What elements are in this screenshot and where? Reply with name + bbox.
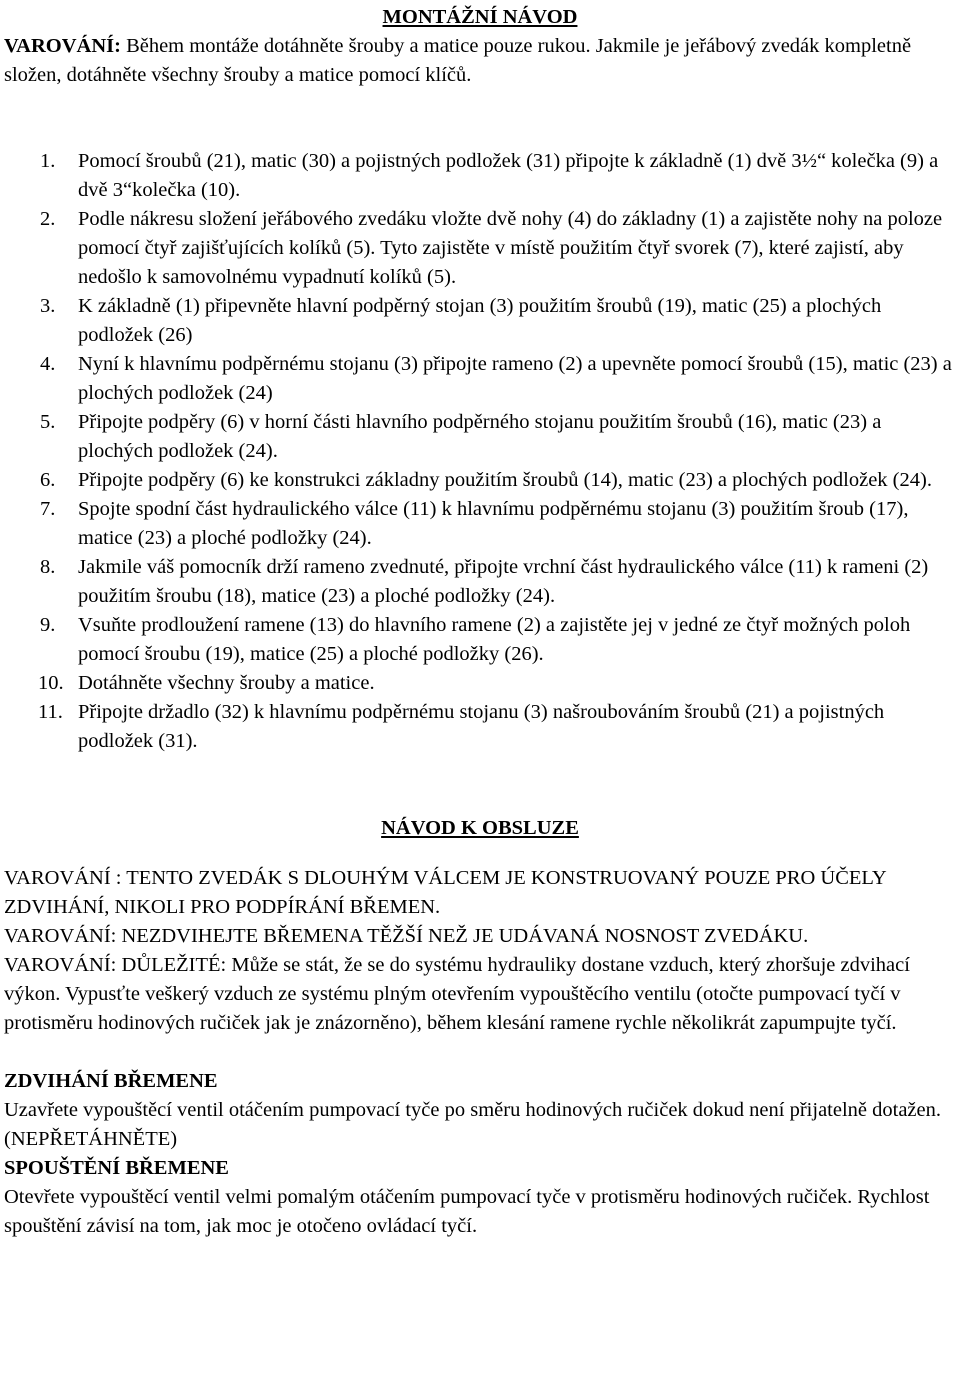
spacer [4, 1038, 956, 1067]
step-text: Podle nákresu složení jeřábového zvedáku vložte dvě nohy (4) do základny (1) a zajistěte nohy na poloze pomocí čtyř zajišťujících kolíků (5). Tyto zajistěte v místě použitím čtyř svorek (7), které zajistí, aby nedošlo k samovolnému vypadnutí kolíků (5). [78, 208, 943, 288]
step-number: 6. [40, 469, 56, 491]
step-number: 3. [40, 295, 56, 317]
intro-warning-label: VAROVÁNÍ: [4, 35, 121, 57]
step-item [4, 553, 956, 611]
page-title: MONTÁŽNÍ NÁVOD [382, 6, 578, 28]
step-text: Pomocí šroubů (21), matic (30) a pojistných podložek (31) připojte k základně (1) dvě 3½“ kolečka (9) a dvě 3“kolečka (10). [78, 150, 939, 201]
lowering-text: Otevřete vypouštěcí ventil velmi pomalým otáčením pumpovací tyče v protisměru hodinových ručiček. Rychlost spouštění závisí na tom, jak moc je otočeno ovládací tyčí. [4, 1186, 930, 1237]
step-item [4, 408, 956, 466]
step-text: Nyní k hlavnímu podpěrnému stojanu (3) připojte rameno (2) a upevněte pomocí šroubů (15), matic (23) a plochých podložek (24) [78, 353, 952, 404]
step-item [4, 205, 956, 292]
intro-warning [4, 32, 956, 90]
step-text: Dotáhněte všechny šrouby a matice. [78, 672, 375, 694]
step-number: 4. [40, 353, 56, 375]
step-item [4, 669, 956, 698]
warning-paragraph: VAROVÁNÍ: NEZDVIHEJTE BŘEMENA TĚŽŠÍ NEŽ JE UDÁVANÁ NOSNOST ZVEDÁKU. [4, 925, 809, 947]
step-number: 2. [40, 208, 56, 230]
step-text: Jakmile váš pomocník drží rameno zvednuté, připojte vrchní část hydraulického válce (11) k rameni (2) použitím šroubu (18), matice (23) a ploché podložky (24). [78, 556, 929, 607]
step-text: Připojte podpěry (6) v horní části hlavního podpěrného stojanu použitím šroubů (16), matic (23) a plochých podložek (24). [78, 411, 882, 462]
warnings-block [4, 864, 956, 1038]
step-number: 7. [40, 498, 56, 520]
step-item [4, 495, 956, 553]
step-item [4, 698, 956, 756]
step-item [4, 292, 956, 350]
step-text: Připojte podpěry (6) ke konstrukci základny použitím šroubů (14), matic (23) a plochých podložek (24). [78, 469, 932, 491]
lowering-heading: SPOUŠTĚNÍ BŘEMENE [4, 1157, 229, 1179]
step-item [4, 611, 956, 669]
warning-paragraph: VAROVÁNÍ: DŮLEŽITÉ: Může se stát, že se do systému hydrauliky dostane vzduch, který zhoršuje zdvihací výkon. Vypusťte veškerý vzduch ze systému plným otevřením vypouštěcího ventilu (otočte pumpovací tyčí v protisměru hodinových ručiček jak je znázorněno), během klesání ramene rychle několikrát zapumpujte tyčí. [4, 954, 910, 1034]
step-number: 1. [40, 150, 56, 172]
lifting-heading: ZDVIHÁNÍ BŘEMENE [4, 1070, 218, 1092]
intro-warning-text: Během montáže dotáhněte šrouby a matice pouze rukou. Jakmile je jeřábový zvedák kompletně složen, dotáhněte všechny šrouby a matice pomocí klíčů. [4, 35, 912, 86]
step-text: Vsuňte prodloužení ramene (13) do hlavního ramene (2) a zajistěte jej v jedné ze čtyř možných poloh pomocí šroubu (19), matice (25) a ploché podložky (26). [78, 614, 911, 665]
step-number: 5. [40, 411, 56, 433]
lifting-text: Uzavřete vypouštěcí ventil otáčením pumpovací tyče po směru hodinových ručiček dokud není přijatelně dotažen. (NEPŘETÁHNĚTE) [4, 1099, 941, 1150]
assembly-steps [4, 147, 956, 756]
warning-paragraph: VAROVÁNÍ : TENTO ZVEDÁK S DLOUHÝM VÁLCEM JE KONSTRUOVANÝ POUZE PRO ÚČELY ZDVIHÁNÍ, NIKOLI PRO PODPÍRÁNÍ BŘEMEN. [4, 867, 886, 918]
step-number: 8. [40, 556, 56, 578]
step-number: 9. [40, 614, 56, 636]
document-page [4, 3, 956, 1241]
step-text: K základně (1) připevněte hlavní podpěrný stojan (3) použitím šroubů (19), matic (25) a plochých podložek (26) [78, 295, 882, 346]
step-item [4, 466, 956, 495]
step-number: 11. [38, 701, 63, 723]
step-text: Spojte spodní část hydraulického válce (11) k hlavnímu podpěrnému stojanu (3) použitím šroub (17), matice (23) a ploché podložky (24). [78, 498, 909, 549]
step-text: Připojte držadlo (32) k hlavnímu podpěrnému stojanu (3) našroubováním šroubů (21) a pojistných podložek (31). [78, 701, 885, 752]
section-title-operation: NÁVOD K OBSLUZE [381, 817, 579, 839]
step-number: 10. [38, 672, 64, 694]
step-item [4, 147, 956, 205]
step-item [4, 350, 956, 408]
